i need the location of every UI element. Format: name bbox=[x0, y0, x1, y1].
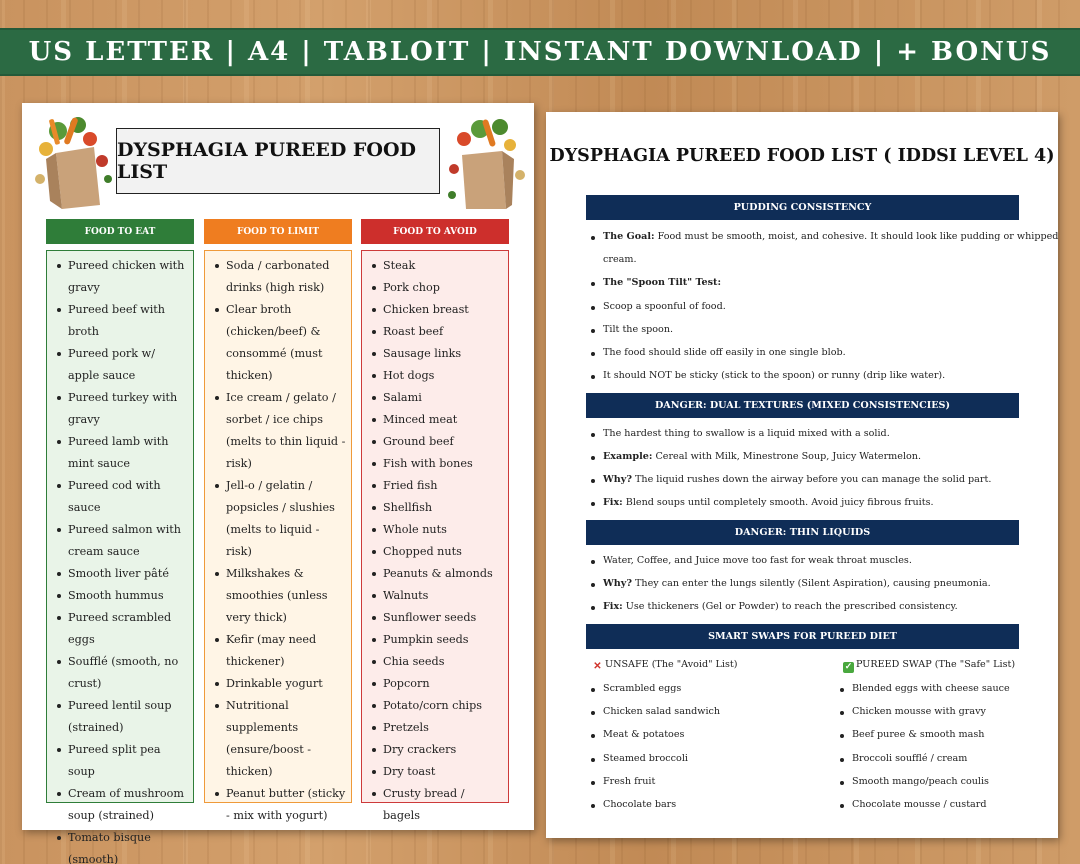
list-item: Drinkable yogurt bbox=[209, 673, 347, 695]
list-item: Pureed cod with sauce bbox=[51, 475, 189, 519]
list-item: Soufflé (smooth, no crust) bbox=[51, 651, 189, 695]
list-item: Jell-o / gelatin / popsicles / slushies (melts to liquid - risk) bbox=[209, 475, 347, 563]
list-item: Sunflower seeds bbox=[366, 607, 504, 629]
safe-item: Chicken mousse with gravy bbox=[835, 706, 1035, 717]
unsafe-item: Chicken salad sandwich bbox=[586, 706, 1026, 717]
list-item: Pretzels bbox=[366, 717, 504, 739]
vegetable-bag-illustration-right bbox=[440, 109, 528, 209]
bullet-text: cream. bbox=[603, 254, 637, 265]
iddsi-guide-page bbox=[546, 112, 1058, 838]
list-item: Dry toast bbox=[366, 761, 504, 783]
food-to-limit-header-label: FOOD TO LIMIT bbox=[236, 226, 320, 237]
list-item: Pureed scrambled eggs bbox=[51, 607, 189, 651]
list-item: Sausage links bbox=[366, 343, 504, 365]
bullet-text: The food should slide off easily in one single blob. bbox=[603, 347, 846, 358]
list-item: Whole nuts bbox=[366, 519, 504, 541]
food-to-eat-header bbox=[46, 219, 194, 244]
bullet-text: They can enter the lungs silently (Silent Aspiration), causing pneumonia. bbox=[631, 578, 991, 589]
list-item: Pureed beef with broth bbox=[51, 299, 189, 343]
list-item: Cream of mushroom soup (strained) bbox=[51, 783, 189, 827]
list-item: Crusty bread / bagels bbox=[366, 783, 504, 827]
list-item: Ice cream / gelato / sorbet / ice chips (melts to thin liquid - risk) bbox=[209, 387, 347, 475]
check-mark-icon: ✓ bbox=[844, 662, 853, 672]
list-item: Pureed salmon with cream sauce bbox=[51, 519, 189, 563]
bullet-text: Use thickeners (Gel or Powder) to reach the prescribed consistency. bbox=[622, 601, 958, 612]
list-item: Pureed chicken with gravy bbox=[51, 255, 189, 299]
list-item: Smooth liver pâté bbox=[51, 563, 189, 585]
list-item: Pureed lamb with mint sauce bbox=[51, 431, 189, 475]
section-heading-dual-textures bbox=[586, 393, 1019, 418]
section-heading-label: DANGER: THIN LIQUIDS bbox=[734, 527, 871, 538]
bullet-line bbox=[586, 324, 1026, 335]
safe-item: Chocolate mousse / custard bbox=[835, 799, 1035, 810]
list-item: Nutritional supplements (ensure/boost - thicken) bbox=[209, 695, 347, 783]
unsafe-label-text: UNSAFE (The "Avoid" List) bbox=[605, 659, 738, 670]
bullet-bold: Fix: bbox=[603, 497, 623, 508]
bullet-line bbox=[586, 231, 1059, 242]
safe-item: Blended eggs with cheese sauce bbox=[835, 683, 1035, 694]
section-heading-label: DANGER: DUAL TEXTURES (MIXED CONSISTENCIES) bbox=[654, 400, 951, 411]
unsafe-item: Chocolate bars bbox=[586, 799, 1026, 810]
list-item: Pureed lentil soup (strained) bbox=[51, 695, 189, 739]
list-item: Fried fish bbox=[366, 475, 504, 497]
list-item: Soda / carbonated drinks (high risk) bbox=[209, 255, 347, 299]
food-to-eat-list bbox=[46, 250, 194, 864]
section-heading-label: SMART SWAPS FOR PUREED DIET bbox=[708, 631, 897, 642]
safe-item: Beef puree & smooth mash bbox=[835, 729, 1035, 740]
bullet-bold: Fix: bbox=[603, 601, 623, 612]
list-item: Smooth hummus bbox=[51, 585, 189, 607]
section-heading-label: PUDDING CONSISTENCY bbox=[733, 202, 872, 213]
bullet-text: Water, Coffee, and Juice move too fast for weak throat muscles. bbox=[603, 555, 912, 566]
bullet-text: Blend soups until completely smooth. Avoid juicy fibrous fruits. bbox=[622, 497, 934, 508]
food-list-page bbox=[22, 103, 534, 864]
bullet-line bbox=[586, 451, 1026, 462]
bullet-bold: Why? bbox=[603, 578, 632, 589]
bullet-line bbox=[586, 428, 1026, 439]
list-item: Minced meat bbox=[366, 409, 504, 431]
list-item: Pork chop bbox=[366, 277, 504, 299]
list-item: Chia seeds bbox=[366, 651, 504, 673]
bullet-line bbox=[586, 474, 1026, 485]
bullet-text: Cereal with Milk, Minestrone Soup, Juicy Watermelon. bbox=[652, 451, 922, 462]
food-to-eat-header-label: FOOD TO EAT bbox=[84, 226, 156, 237]
bullet-bold: The Goal: bbox=[603, 231, 655, 242]
list-item: Milkshakes & smoothies (unless very thick) bbox=[209, 563, 347, 629]
list-item: Pureed pork w/ apple sauce bbox=[51, 343, 189, 387]
section-heading-pudding bbox=[586, 195, 1019, 220]
safe-list-label bbox=[835, 659, 1035, 673]
bullet-line bbox=[586, 555, 1026, 566]
guide-title: DYSPHAGIA PUREED FOOD LIST ( IDDSI LEVEL 4) bbox=[549, 146, 1055, 166]
list-item: Chopped nuts bbox=[366, 541, 504, 563]
list-item: Kefir (may need thickener) bbox=[209, 629, 347, 673]
list-item: Dry crackers bbox=[366, 739, 504, 761]
list-item: Popcorn bbox=[366, 673, 504, 695]
list-item: Hot dogs bbox=[366, 365, 504, 387]
vegetable-bag-illustration-left bbox=[28, 109, 116, 209]
bullet-line bbox=[586, 578, 1026, 589]
section-heading-smart-swaps bbox=[586, 624, 1019, 649]
food-to-limit-list bbox=[204, 250, 352, 822]
bullet-text: Scoop a spoonful of food. bbox=[603, 301, 726, 312]
page-title-text: DYSPHAGIA PUREED FOOD LIST bbox=[117, 139, 416, 183]
list-item: Ground beef bbox=[366, 431, 504, 453]
bullet-line bbox=[586, 497, 1026, 508]
safe-label-text: PUREED SWAP (The "Safe" List) bbox=[856, 659, 1016, 670]
list-item: Chicken breast bbox=[366, 299, 504, 321]
list-item: Potato/corn chips bbox=[366, 695, 504, 717]
list-item: Roast beef bbox=[366, 321, 504, 343]
food-to-avoid-list bbox=[361, 250, 509, 822]
food-to-limit-header bbox=[204, 219, 352, 244]
bullet-text: Food must be smooth, moist, and cohesive. It should look like pudding or whipped bbox=[654, 231, 1059, 242]
bullet-line bbox=[586, 301, 1026, 312]
bullet-bold: The "Spoon Tilt" Test: bbox=[603, 277, 722, 288]
bullet-text: Tilt the spoon. bbox=[603, 324, 674, 335]
list-item: Pumpkin seeds bbox=[366, 629, 504, 651]
list-item: Pureed turkey with gravy bbox=[51, 387, 189, 431]
unsafe-item: Scrambled eggs bbox=[586, 683, 1026, 694]
list-item: Pureed split pea soup bbox=[51, 739, 189, 783]
bullet-line bbox=[586, 277, 1026, 288]
bullet-bold: Example: bbox=[603, 451, 653, 462]
banner-text: US LETTER | A4 | TABLOIT | INSTANT DOWNLOAD | + BONUS bbox=[28, 37, 1052, 67]
page-title bbox=[116, 128, 440, 194]
safe-item: Smooth mango/peach coulis bbox=[835, 776, 1035, 787]
unsafe-item: Fresh fruit bbox=[586, 776, 1026, 787]
food-to-avoid-header bbox=[361, 219, 509, 244]
list-item: Clear broth (chicken/beef) & consommé (must thicken) bbox=[209, 299, 347, 387]
list-item: Peanuts & almonds bbox=[366, 563, 504, 585]
bullet-line bbox=[586, 347, 1026, 358]
unsafe-item: Steamed broccoli bbox=[586, 753, 1026, 764]
bullet-bold: Why? bbox=[603, 474, 632, 485]
bullet-line bbox=[586, 370, 1026, 381]
promo-banner bbox=[0, 28, 1080, 76]
food-to-avoid-header-label: FOOD TO AVOID bbox=[393, 226, 477, 237]
bullet-text: It should NOT be sticky (stick to the spoon) or runny (drip like water). bbox=[603, 370, 946, 381]
cross-mark-icon: ✕ bbox=[593, 661, 602, 672]
bullet-line-continued bbox=[586, 254, 1026, 265]
list-item: Shellfish bbox=[366, 497, 504, 519]
list-item: Peanut butter (sticky - mix with yogurt) bbox=[209, 783, 347, 827]
bullet-line bbox=[586, 601, 1026, 612]
list-item: Tomato bisque (smooth) bbox=[51, 827, 189, 864]
list-item: Steak bbox=[366, 255, 504, 277]
bullet-text: The liquid rushes down the airway before you can manage the solid part. bbox=[631, 474, 992, 485]
list-item: Walnuts bbox=[366, 585, 504, 607]
bullet-text: The hardest thing to swallow is a liquid mixed with a solid. bbox=[603, 428, 890, 439]
list-item: Salami bbox=[366, 387, 504, 409]
list-item: Fish with bones bbox=[366, 453, 504, 475]
unsafe-item: Meat & potatoes bbox=[586, 729, 1026, 740]
safe-item: Broccoli soufflé / cream bbox=[835, 753, 1035, 764]
section-heading-thin-liquids bbox=[586, 520, 1019, 545]
